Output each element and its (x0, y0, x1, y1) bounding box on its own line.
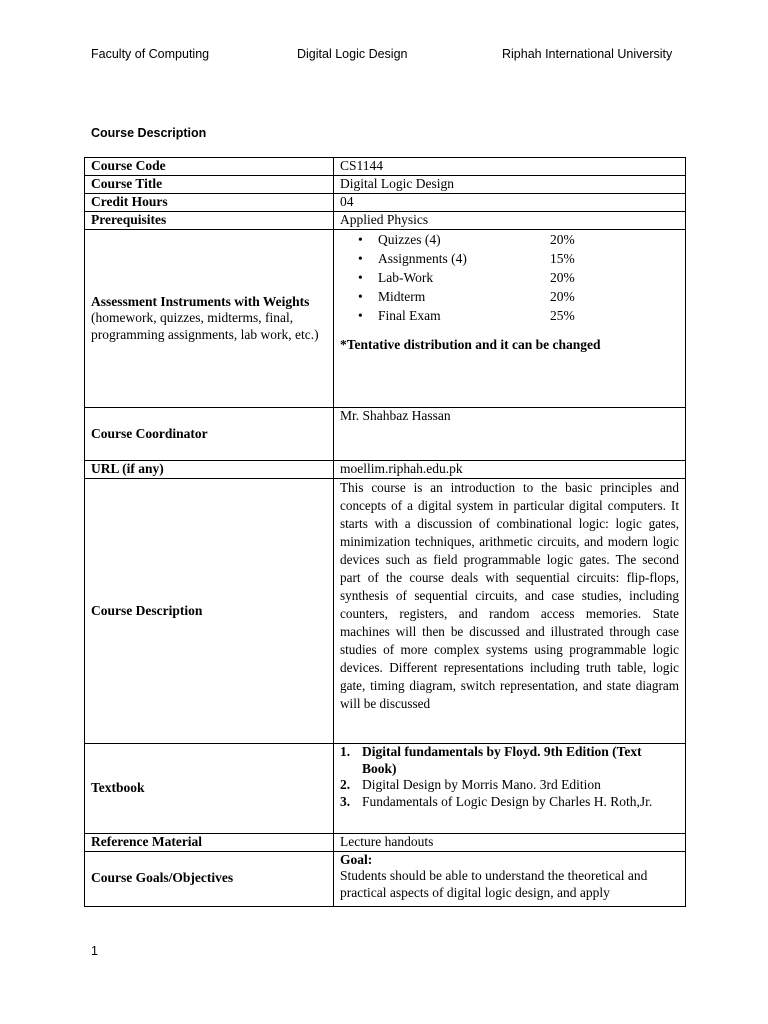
header-university: Riphah International University (502, 47, 673, 61)
assessment-item-weight: 20% (550, 270, 575, 285)
goals-text: Students should be able to understand the theoretical and practical aspects of digital logic design, and apply (340, 868, 648, 900)
assessment-item-weight: 15% (550, 251, 575, 266)
description-label: Course Description (85, 479, 334, 744)
assessment-item-name: Quizzes (4) (378, 232, 441, 247)
row-url (85, 461, 686, 479)
row-course-title (85, 176, 686, 194)
assessment-item (340, 287, 679, 306)
coordinator-value: Mr. Shahbaz Hassan (334, 408, 686, 461)
page-number: 1 (91, 944, 98, 958)
assessment-list (340, 230, 679, 325)
assessment-item-weight: 25% (550, 308, 575, 323)
assessment-item-name: Midterm (378, 289, 426, 304)
goals-heading: Goal: (340, 851, 373, 867)
prerequisites-value: Applied Physics (334, 212, 686, 230)
header-course-name: Digital Logic Design (297, 47, 408, 61)
assessment-item (340, 249, 679, 268)
textbook-item (340, 777, 679, 794)
textbook-item-text: Digital fundamentals by Floyd. 9th Edition (Text Book) (362, 744, 642, 776)
course-title-label: Course Title (85, 176, 334, 194)
url-label: URL (if any) (85, 461, 334, 479)
textbook-item-number: 2. (340, 777, 351, 792)
assessment-label (85, 230, 334, 408)
textbook-item (340, 794, 679, 811)
assessment-note: *Tentative distribution and it can be changed (340, 337, 601, 352)
course-title-value: Digital Logic Design (334, 176, 686, 194)
assessment-value (334, 230, 686, 408)
header-faculty: Faculty of Computing (91, 47, 210, 61)
prerequisites-label: Prerequisites (85, 212, 334, 230)
row-credit-hours (85, 194, 686, 212)
goals-label: Course Goals/Objectives (85, 851, 334, 906)
reference-value: Lecture handouts (334, 834, 686, 852)
assessment-item (340, 230, 679, 249)
assessment-item-name: Final Exam (378, 308, 441, 323)
section-title: Course Description (91, 126, 207, 140)
row-coordinator (85, 408, 686, 461)
textbook-item-text: Fundamentals of Logic Design by Charles H. Roth,Jr. (362, 793, 653, 809)
coordinator-label: Course Coordinator (85, 408, 334, 461)
textbook-item-number: 1. (340, 744, 351, 759)
row-prerequisites (85, 212, 686, 230)
textbook-item-number: 3. (340, 793, 351, 809)
assessment-item-weight: 20% (550, 232, 575, 247)
textbook-label: Textbook (85, 744, 334, 834)
assessment-item (340, 268, 679, 287)
textbook-item (340, 744, 679, 777)
course-table (84, 157, 686, 907)
assessment-item-name: Lab-Work (378, 270, 434, 285)
url-value: moellim.riphah.edu.pk (334, 461, 686, 479)
course-code-value: CS1144 (334, 158, 686, 176)
reference-label: Reference Material (85, 834, 334, 852)
assessment-label-rest: (homework, quizzes, midterms, final, programming assignments, lab work, etc.) (91, 310, 319, 342)
row-textbook (85, 744, 686, 834)
credit-hours-value: 04 (334, 194, 686, 212)
row-description (85, 479, 686, 744)
textbook-value (334, 744, 686, 834)
credit-hours-label: Credit Hours (85, 194, 334, 212)
course-code-label: Course Code (85, 158, 334, 176)
row-assessment (85, 230, 686, 408)
assessment-item-name: Assignments (4) (378, 251, 467, 266)
assessment-item (340, 306, 679, 325)
description-value: This course is an introduction to the basic principles and concepts of a digital system in particular digital computers. It starts with a discussion of combinational logic: logic gates, minimization techniques, arithmetic circuits, and modern logic devices such as field programmable logic gates. The second part of the course deals with sequential circuits: flip-flops, synthesis of sequential circuits, and case studies, including counters, registers, and random access memories. State machines will then be discussed and illustrated through case studies of more complex systems using programmable logic devices. Different representations including truth table, logic gate, timing diagram, switch representation, and state diagram will be discussed (334, 479, 686, 744)
textbook-item-text: Digital Design by Morris Mano. 3rd Edition (362, 777, 601, 792)
assessment-item-weight: 20% (550, 289, 575, 304)
textbook-list (340, 744, 679, 810)
row-goals (85, 851, 686, 906)
goals-value (334, 851, 686, 906)
assessment-label-bold: Assessment Instruments with Weights (91, 293, 310, 309)
row-reference (85, 834, 686, 852)
row-course-code (85, 158, 686, 176)
